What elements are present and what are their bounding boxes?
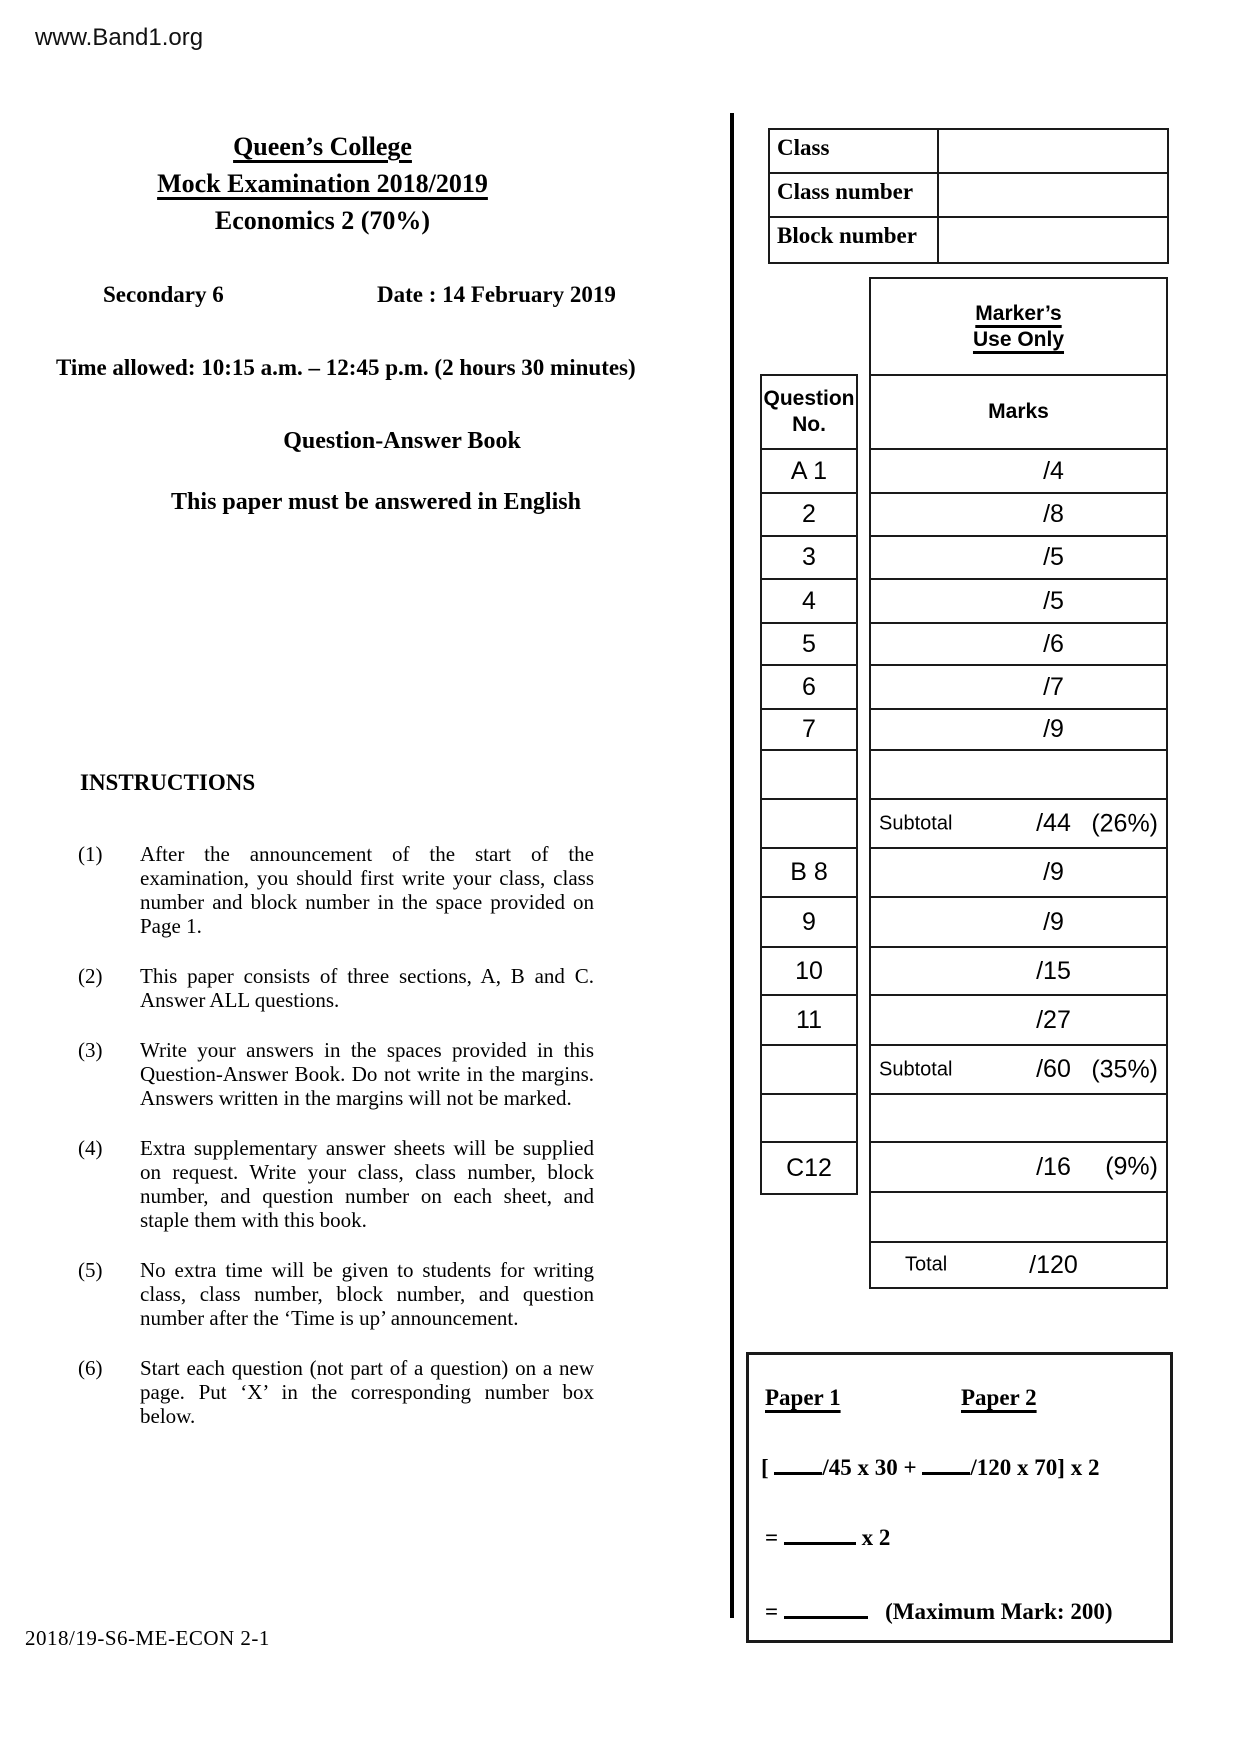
- section-c-percent: (9%): [1105, 1152, 1158, 1181]
- question-cell: [762, 537, 856, 580]
- instruction-text: Start each question (not part of a question) on a new page. Put ‘X’ in the corresponding number box below.: [140, 1356, 594, 1428]
- table-row: [770, 218, 1167, 262]
- mark-value: /16: [1036, 1152, 1071, 1181]
- instruction-text: No extra time will be given to students for writing class, class number, block number, and question number after the ‘Time is up’ announcement.: [140, 1258, 594, 1330]
- block-number-label: Block number: [770, 218, 939, 262]
- instruction-number: (3): [78, 1038, 103, 1062]
- subtotal-percent: (35%): [1091, 1055, 1158, 1083]
- mark-value: /6: [1043, 629, 1064, 658]
- instruction-text: Extra supplementary answer sheets will be supplied on request. Write your class, class number, block number, and question number on each sheet, and staple them with this book.: [140, 1136, 594, 1232]
- formula-open-bracket: [: [761, 1455, 769, 1480]
- instruction-item: [78, 842, 594, 938]
- marks-cell: [871, 710, 1166, 751]
- book-title: Question-Answer Book: [283, 428, 521, 454]
- question-number: B 8: [790, 858, 828, 886]
- marks-cell: [871, 996, 1166, 1046]
- class-number-label: Class number: [770, 174, 939, 216]
- instruction-number: (5): [78, 1258, 103, 1282]
- instruction-number: (4): [78, 1136, 103, 1160]
- question-cell: [762, 1143, 856, 1193]
- instruction-item: [78, 1038, 594, 1110]
- subtotal-b-row: [871, 1046, 1166, 1095]
- marks-cell-empty: [871, 1193, 1166, 1243]
- question-cell: [762, 666, 856, 710]
- question-number: 6: [802, 672, 816, 701]
- marks-cell: [871, 898, 1166, 948]
- question-number: A 1: [790, 456, 828, 485]
- score-combination-box: [746, 1352, 1173, 1643]
- student-info-table: [768, 128, 1169, 264]
- question-number: 4: [802, 586, 816, 615]
- marks-cell: [871, 666, 1166, 710]
- subject-name: Economics 2 (70%): [214, 206, 431, 235]
- question-number: 3: [802, 543, 816, 571]
- markers-header-line2: Use Only: [972, 327, 1065, 351]
- instruction-item: [78, 964, 594, 1012]
- column-divider-line: [730, 113, 734, 1618]
- question-number: 7: [802, 715, 816, 743]
- subtotal-label: Subtotal: [879, 1058, 953, 1080]
- equals-sign: =: [765, 1525, 779, 1550]
- instructions-heading: INSTRUCTIONS: [80, 770, 256, 795]
- formula-middle: /45 x 30 +: [822, 1455, 917, 1480]
- markers-use-only-header: [871, 279, 1166, 376]
- marks-cell-empty: [871, 1095, 1166, 1143]
- question-number: 9: [802, 907, 816, 936]
- mark-value: /7: [1043, 672, 1064, 701]
- class-number-value-cell: [939, 174, 1167, 216]
- intermediate-result-blank: [784, 1519, 856, 1545]
- mark-value: /4: [1043, 456, 1064, 485]
- marks-cell: [871, 849, 1166, 898]
- score-intermediate-line: [765, 1519, 890, 1551]
- paper2-label: Paper 2: [961, 1385, 1037, 1410]
- instruction-number: (6): [78, 1356, 103, 1380]
- instructions-list: [78, 842, 594, 1454]
- question-col-header: [762, 376, 856, 450]
- mark-value: /9: [1043, 715, 1064, 743]
- mark-value: /5: [1043, 586, 1064, 615]
- question-cell: [762, 580, 856, 624]
- question-cell: [762, 996, 856, 1046]
- score-formula-line: [761, 1449, 1099, 1481]
- table-row: [770, 174, 1167, 218]
- marks-cell: [871, 537, 1166, 580]
- instruction-item: [78, 1356, 594, 1428]
- marks-column: [869, 277, 1168, 1289]
- subtotal-a-row: [871, 800, 1166, 849]
- marks-cell-empty: [871, 751, 1166, 800]
- marks-cell: [871, 1143, 1166, 1193]
- mark-value: /27: [1036, 1005, 1071, 1034]
- paper2-score-blank: [922, 1449, 970, 1475]
- question-number: 5: [802, 629, 816, 658]
- final-result-blank: [784, 1593, 868, 1619]
- question-cell-empty: [762, 751, 856, 800]
- instruction-number: (2): [78, 964, 103, 988]
- question-cell: [762, 849, 856, 898]
- total-row: [871, 1243, 1166, 1287]
- marks-cell: [871, 450, 1166, 494]
- instruction-text: This paper consists of three sections, A, B and C. Answer ALL questions.: [140, 964, 594, 1012]
- school-name: Queen’s College: [233, 132, 412, 161]
- mark-value: /9: [1043, 907, 1064, 936]
- class-value-cell: [939, 130, 1167, 172]
- question-cell: [762, 898, 856, 948]
- subtotal-value: /44: [1036, 809, 1071, 837]
- score-final-line: [765, 1593, 1113, 1625]
- instruction-item: [78, 1258, 594, 1330]
- marks-col-header: [871, 376, 1166, 450]
- site-watermark: www.Band1.org: [35, 24, 204, 51]
- block-number-value-cell: [939, 218, 1167, 262]
- question-number: 11: [796, 1005, 822, 1034]
- question-cell: [762, 494, 856, 537]
- question-header-line1: Question: [763, 387, 855, 410]
- table-row: [770, 130, 1167, 174]
- subtotal-label: Subtotal: [879, 812, 953, 834]
- instruction-number: (1): [78, 842, 103, 866]
- question-cell-empty: [762, 1046, 856, 1095]
- marks-cell: [871, 624, 1166, 666]
- instruction-item: [78, 1136, 594, 1232]
- mark-value: /9: [1043, 858, 1064, 886]
- instruction-text: Write your answers in the spaces provided in this Question-Answer Book. Do not write in the margins. Answers written in the margins will not be marked.: [140, 1038, 594, 1110]
- marks-cell: [871, 580, 1166, 624]
- mark-value: /5: [1043, 543, 1064, 571]
- question-number: 2: [802, 500, 816, 528]
- formula-close: /120 x 70] x 2: [970, 1455, 1100, 1480]
- times-two-suffix: x 2: [861, 1525, 891, 1550]
- marks-header-text: Marks: [988, 400, 1049, 423]
- marks-cell: [871, 494, 1166, 537]
- question-cell: [762, 450, 856, 494]
- language-note: This paper must be answered in English: [171, 489, 581, 515]
- subtotal-value: /60: [1036, 1055, 1071, 1083]
- maximum-mark-note: (Maximum Mark: 200): [885, 1599, 1113, 1624]
- equals-sign: =: [765, 1599, 779, 1624]
- total-value: /120: [1029, 1250, 1078, 1279]
- question-number-column: [760, 374, 858, 1195]
- marks-cell: [871, 948, 1166, 996]
- question-number: 10: [795, 956, 823, 985]
- paper1-score-blank: [774, 1449, 822, 1475]
- exam-name: Mock Examination 2018/2019: [157, 169, 488, 198]
- question-cell: [762, 710, 856, 751]
- form-level: Secondary 6: [103, 282, 224, 307]
- markers-header-line1: Marker’s: [975, 301, 1062, 325]
- time-allowed: Time allowed: 10:15 a.m. – 12:45 p.m. (2 hours 30 minutes): [56, 355, 636, 380]
- subtotal-percent: (26%): [1091, 809, 1158, 837]
- question-number: C12: [786, 1153, 832, 1182]
- class-label: Class: [770, 130, 939, 172]
- instruction-text: After the announcement of the start of the examination, you should first write your class, class number and block number in the space provided on Page 1.: [140, 842, 594, 938]
- question-cell-empty: [762, 1095, 856, 1143]
- total-label: Total: [905, 1253, 948, 1276]
- exam-title-block: [0, 128, 645, 239]
- mark-value: /8: [1043, 500, 1064, 528]
- question-header-line2: No.: [792, 413, 826, 436]
- mark-value: /15: [1036, 956, 1071, 985]
- exam-date: Date : 14 February 2019: [377, 282, 616, 307]
- question-cell: [762, 624, 856, 666]
- paper-code-footer: 2018/19-S6-ME-ECON 2-1: [25, 1626, 270, 1650]
- question-cell-empty: [762, 800, 856, 849]
- paper1-label: Paper 1: [765, 1385, 841, 1410]
- question-cell: [762, 948, 856, 996]
